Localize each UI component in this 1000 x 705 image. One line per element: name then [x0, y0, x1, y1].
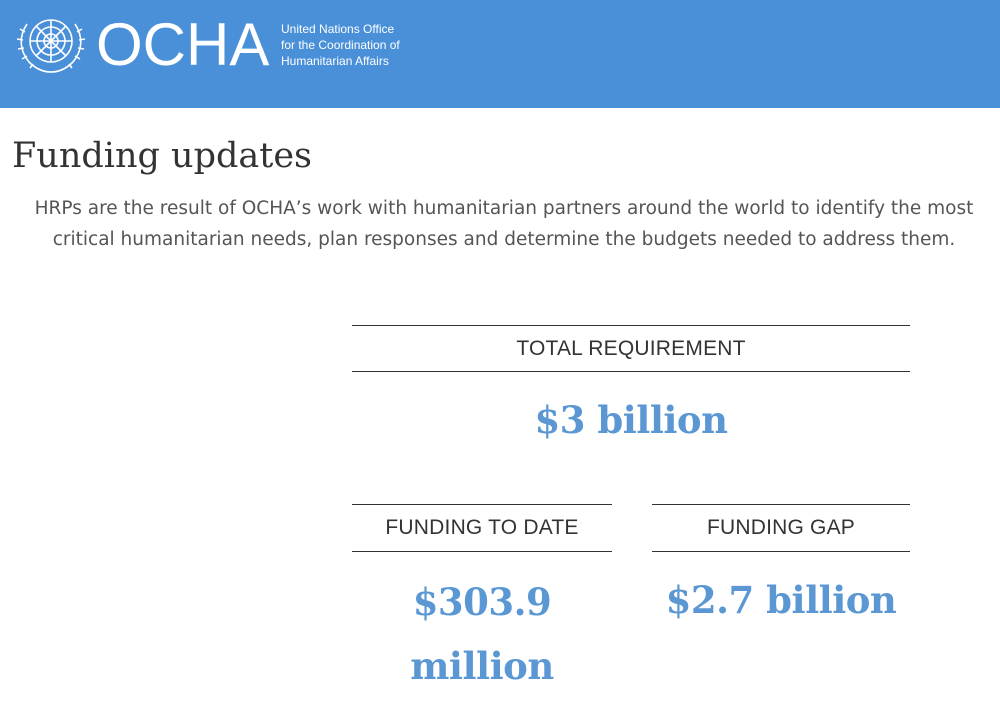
intro-paragraph: HRPs are the result of OCHA’s work with humanitarian partners around the world to identify the most critical humanitarian needs, plan responses and determine the budgets needed to address them.: [34, 198, 974, 250]
page-title: Funding updates: [12, 136, 312, 176]
brand-name[interactable]: OCHA: [96, 11, 270, 78]
brand-subtitle: [281, 21, 441, 69]
funding-to-date-value: $303.9 million: [410, 580, 554, 688]
funding-gap-label: FUNDING GAP: [652, 504, 910, 552]
brand-subtitle-line: United Nations Office: [281, 22, 395, 36]
site-header: [0, 0, 1000, 108]
funding-gap-value: $2.7 billion: [665, 578, 897, 622]
funding-to-date-label: FUNDING TO DATE: [352, 504, 612, 552]
total-requirement-label: TOTAL REQUIREMENT: [352, 325, 910, 372]
un-emblem-icon[interactable]: [13, 10, 89, 76]
total-requirement-value: $3 billion: [534, 398, 728, 442]
brand-subtitle-line: Humanitarian Affairs: [281, 54, 389, 68]
brand-subtitle-line: for the Coordination of: [281, 38, 400, 52]
